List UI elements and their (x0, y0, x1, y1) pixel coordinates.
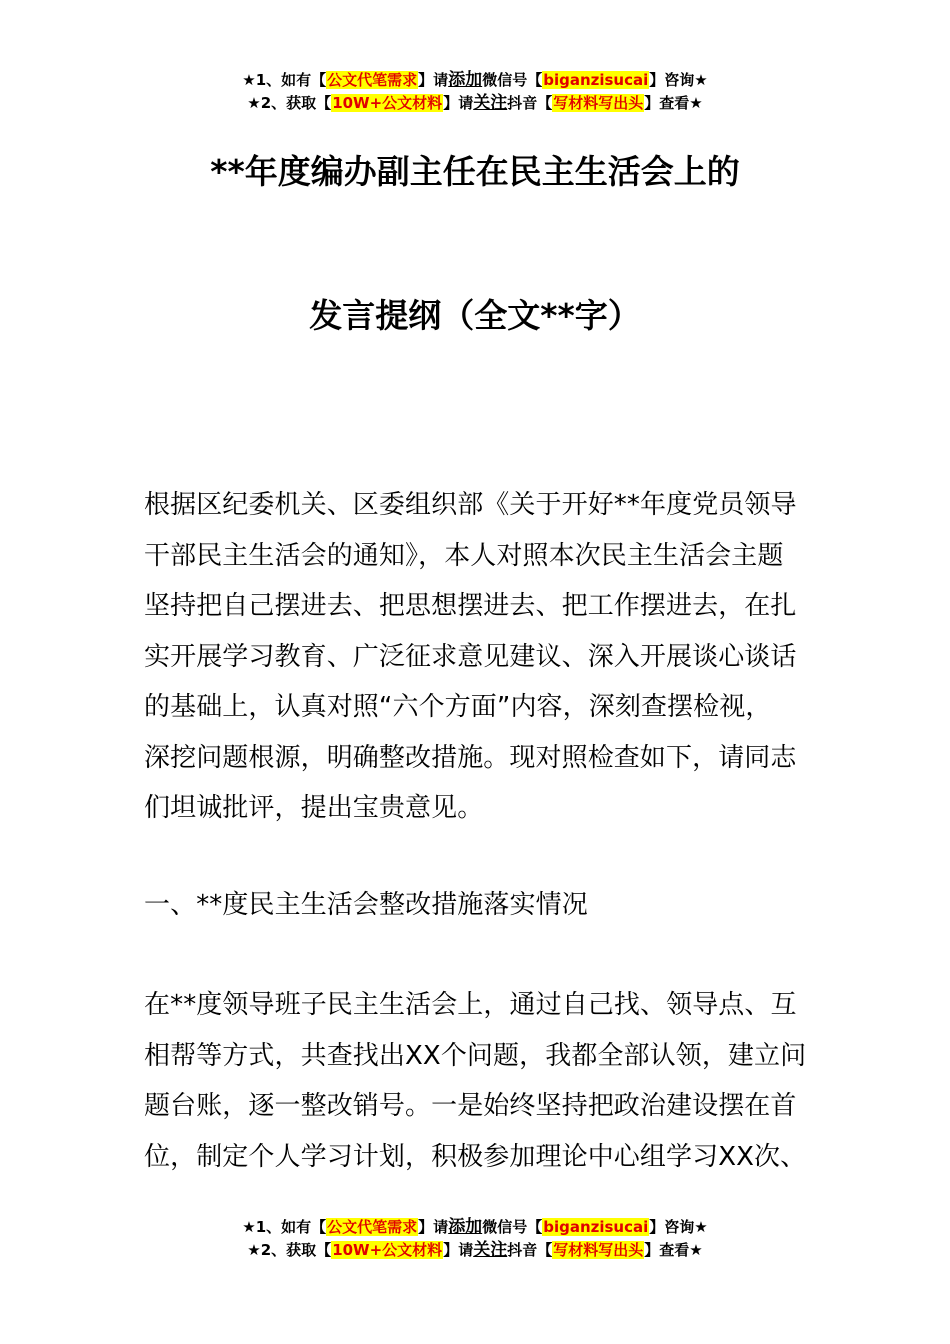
text-line: 相帮等方式，共查找出XX个问题，我都全部认领，建立问 (144, 1040, 807, 1071)
banner-underline: 关注 (473, 1240, 508, 1260)
banner-highlight: biganzisucai (543, 71, 649, 89)
banner-underline: 关注 (473, 93, 508, 113)
banner-highlight: 公文代笔需求 (327, 71, 418, 89)
banner-text: 】咨询★ (649, 1218, 708, 1236)
text-line: 在**度领导班子民主生活会上，通过自己找、领导点、互 (144, 990, 797, 1020)
intro-paragraph (144, 480, 809, 834)
banner-text: 】查看★ (644, 94, 703, 112)
banner-underline: 添加 (448, 70, 483, 90)
banner-text: ★1、如有【 (242, 71, 327, 89)
text-line: 干部民主生活会的通知》，本人对照本次民主生活会主题 (144, 540, 784, 571)
text-line: 根据区纪委机关、区委组织部《关于开好**年度党员领导 (144, 490, 797, 520)
banner-text: 】请 (418, 1218, 449, 1236)
banner-line-2 (0, 92, 950, 115)
banner-line-1 (0, 69, 950, 92)
section-heading-1: 一、**度民主生活会整改措施落实情况 (144, 890, 588, 920)
banner-text: 】咨询★ (649, 71, 708, 89)
banner-highlight: 写材料写出头 (553, 1241, 644, 1259)
text-line: 们坦诚批评，提出宝贵意见。 (144, 793, 484, 823)
banner-text: ★1、如有【 (242, 1218, 327, 1236)
document-title-line-2: 发言提纲（全文**字） (309, 296, 641, 335)
text-line: 题台账，逐一整改销号。一是始终坚持把政治建设摆在首 (144, 1091, 797, 1121)
banner-highlight: 写材料写出头 (553, 94, 644, 112)
section-1-paragraph (144, 980, 809, 1182)
document-title-line-1: **年度编办副主任在民主生活会上的 (210, 152, 740, 191)
text-line: 的基础上，认真对照“六个方面”内容，深刻查摆检视， (144, 692, 772, 722)
text-line: 实开展学习教育、广泛征求意见建议、深入开展谈心谈话 (144, 641, 797, 672)
banner-line-1 (0, 1216, 950, 1239)
banner-highlight: biganzisucai (543, 1218, 649, 1236)
banner-text: 抖音【 (507, 1241, 553, 1259)
banner-text: ★2、获取【 (247, 94, 332, 112)
banner-text: 微信号【 (482, 71, 543, 89)
text-line: 深挖问题根源，明确整改措施。现对照检查如下，请同志 (144, 742, 797, 773)
top-banner (0, 69, 950, 115)
banner-highlight: 10W+公文材料 (332, 1241, 443, 1259)
banner-text: 】请 (443, 94, 474, 112)
banner-text: 微信号【 (482, 1218, 543, 1236)
banner-underline: 添加 (448, 1217, 483, 1237)
banner-highlight: 10W+公文材料 (332, 94, 443, 112)
text-line: 位，制定个人学习计划，积极参加理论中心组学习XX次、 (144, 1141, 807, 1172)
banner-highlight: 公文代笔需求 (327, 1218, 418, 1236)
banner-text: ★2、获取【 (247, 1241, 332, 1259)
banner-line-2 (0, 1239, 950, 1262)
banner-text: 】请 (443, 1241, 474, 1259)
banner-text: 】查看★ (644, 1241, 703, 1259)
bottom-banner (0, 1216, 950, 1262)
banner-text: 抖音【 (507, 94, 553, 112)
text-line: 坚持把自己摆进去、把思想摆进去、把工作摆进去，在扎 (144, 591, 797, 621)
banner-text: 】请 (418, 71, 449, 89)
